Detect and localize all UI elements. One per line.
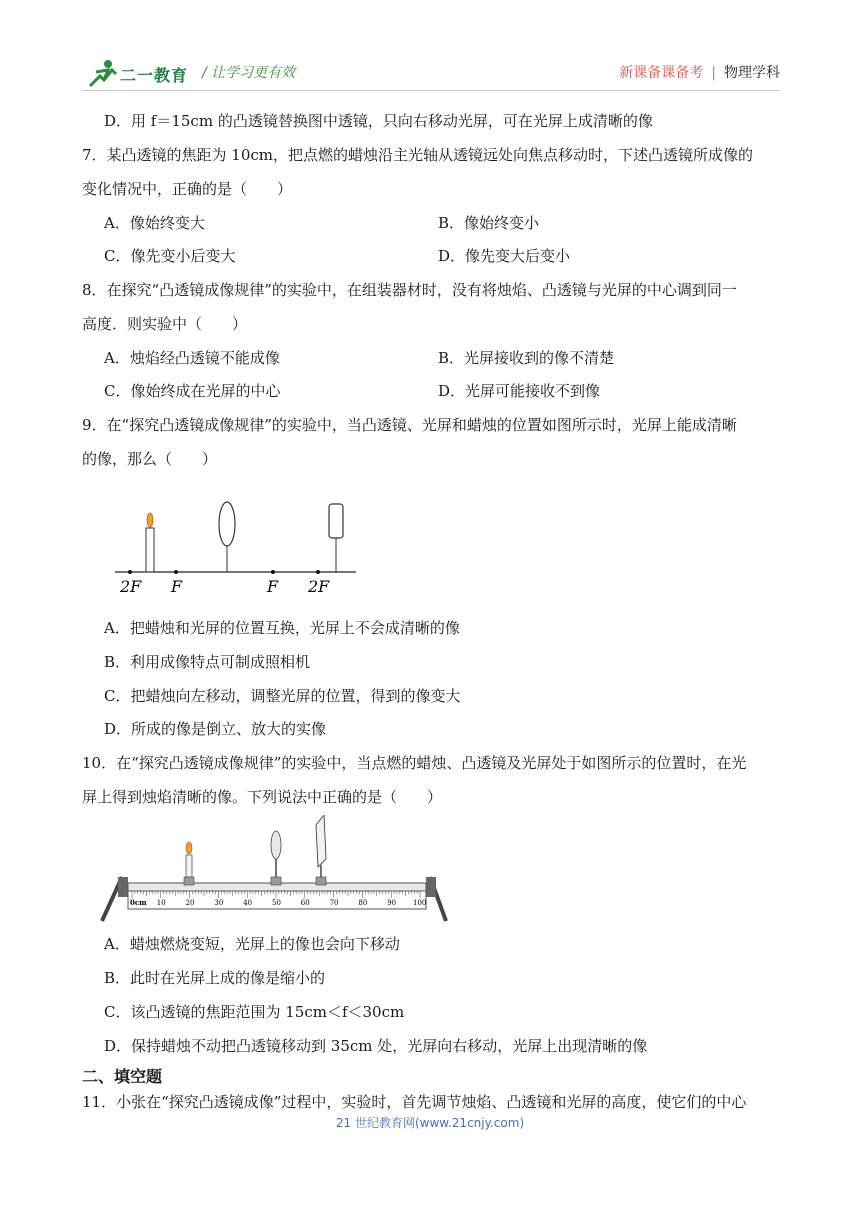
ruler-label-10: 10 (156, 899, 166, 907)
page-header (82, 56, 780, 90)
q9-option-c: C．把蜡烛向左移动，调整光屏的位置，得到的像变大 (104, 687, 461, 705)
header-right (619, 62, 780, 82)
label-f-left: F (171, 577, 183, 596)
ruler-label-70: 70 (329, 899, 339, 907)
q8-option-d: D．光屏可能接收不到像 (438, 382, 601, 400)
ruler-label-20: 20 (185, 899, 195, 907)
runner-logo-icon (82, 56, 122, 90)
q8-option-c: C．像始终成在光屏的中心 (104, 382, 281, 400)
section-heading-fill-in: 二、填空题 (82, 1067, 163, 1086)
logo-text: 二一教育 (120, 66, 189, 85)
ruler-label-80: 80 (358, 899, 368, 907)
q11-stem-line1: 11．小张在“探究凸透镜成像”过程中，实验时，首先调节烛焰、凸透镜和光屏的高度，使它们的中心 (82, 1093, 747, 1111)
point-2f-right (316, 570, 320, 574)
q8-stem-line1: 8．在探究“凸透镜成像规律”的实验中，在组装器材时，没有将烛焰、凸透镜与光屏的中心调到同一 (82, 281, 737, 299)
q9-stem-line2: 的像，那么（ ） (82, 450, 218, 468)
convex-lens (219, 502, 235, 572)
q10-stem-line2: 屏上得到烛焰清晰的像。下列说法中正确的是（ ） (82, 788, 443, 806)
label-2f-right: 2F (308, 577, 330, 596)
header-subject: 物理学科 (724, 65, 780, 81)
ruler-label-30: 30 (214, 899, 224, 907)
point-f-right (271, 570, 275, 574)
q7-stem-line2: 变化情况中，正确的是（ ） (82, 180, 293, 198)
q10-option-b: B．此时在光屏上成的像是缩小的 (104, 969, 326, 987)
q8-stem-line2: 高度．则实验中（ ） (82, 315, 248, 333)
ruler-label-50: 50 (272, 899, 281, 907)
bench-lens (271, 831, 281, 885)
q9-option-d: D．所成的像是倒立、放大的实像 (104, 720, 327, 738)
q7-option-b: B．像始终变小 (438, 214, 540, 232)
q8-option-b: B．光屏接收到的像不清楚 (438, 349, 615, 367)
label-f-right: F (267, 577, 279, 596)
candle (146, 513, 154, 572)
point-2f-left (128, 570, 132, 574)
q7-option-a: A．像始终变大 (104, 214, 205, 232)
ruler-unit: 0cm (130, 898, 147, 907)
point-f-left (174, 570, 178, 574)
q10-stem-line1: 10．在“探究凸透镜成像规律”的实验中，当点燃的蜡烛、凸透镜及光屏处于如图所示的位置时，在光 (82, 754, 747, 772)
q8-option-a: A．烛焰经凸透镜不能成像 (104, 349, 280, 367)
bench-screen (316, 815, 326, 885)
logo (82, 56, 200, 90)
q9-option-a: A．把蜡烛和光屏的位置互换，光屏上不会成清晰的像 (104, 619, 460, 637)
q10-option-d: D．保持蜡烛不动把凸透镜移动到 35cm 处，光屏向右移动，光屏上出现清晰的像 (104, 1037, 648, 1055)
header-tagline: 新课备课备考 (619, 65, 704, 81)
q6-option-d: D．用 f＝15cm 的凸透镜替换图中透镜，只向右移动光屏，可在光屏上成清晰的像 (104, 112, 653, 130)
bench-end-left (118, 877, 128, 897)
q7-stem-line1: 7．某凸透镜的焦距为 10cm，把点燃的蜡烛沿主光轴从透镜远处向焦点移动时，下述凸透镜所成像的 (82, 146, 754, 164)
ruler-label-90: 90 (387, 899, 397, 907)
page-footer: 21 世纪教育网(www.21cnjy.com) (335, 1116, 525, 1130)
q10-option-a: A．蜡烛燃烧变短，光屏上的像也会向下移动 (104, 935, 400, 953)
q10-option-c: C．该凸透镜的焦距范围为 15cm＜f＜30cm (104, 1003, 405, 1021)
light-screen (329, 504, 343, 572)
q7-option-d: D．像先变大后变小 (438, 247, 571, 265)
q9-stem-line1: 9．在“探究凸透镜成像规律”的实验中，当凸透镜、光屏和蜡烛的位置如图所示时，光屏上能成清晰 (82, 416, 737, 434)
bench-end-right (426, 877, 436, 897)
header-slogan: / 让学习更有效 (202, 65, 296, 81)
ruler-label-60: 60 (300, 899, 310, 907)
header-separator: | (711, 65, 716, 81)
ruler-label-100: 100 (413, 899, 427, 907)
ruler-label-40: 40 (243, 899, 253, 907)
label-2f-left: 2F (120, 577, 142, 596)
header-divider (82, 90, 780, 91)
q9-option-b: B．利用成像特点可制成照相机 (104, 653, 311, 671)
q7-option-c: C．像先变小后变大 (104, 247, 236, 265)
q10-optical-bench (100, 815, 450, 927)
bench-candle (184, 842, 194, 885)
q9-figure (110, 496, 360, 598)
